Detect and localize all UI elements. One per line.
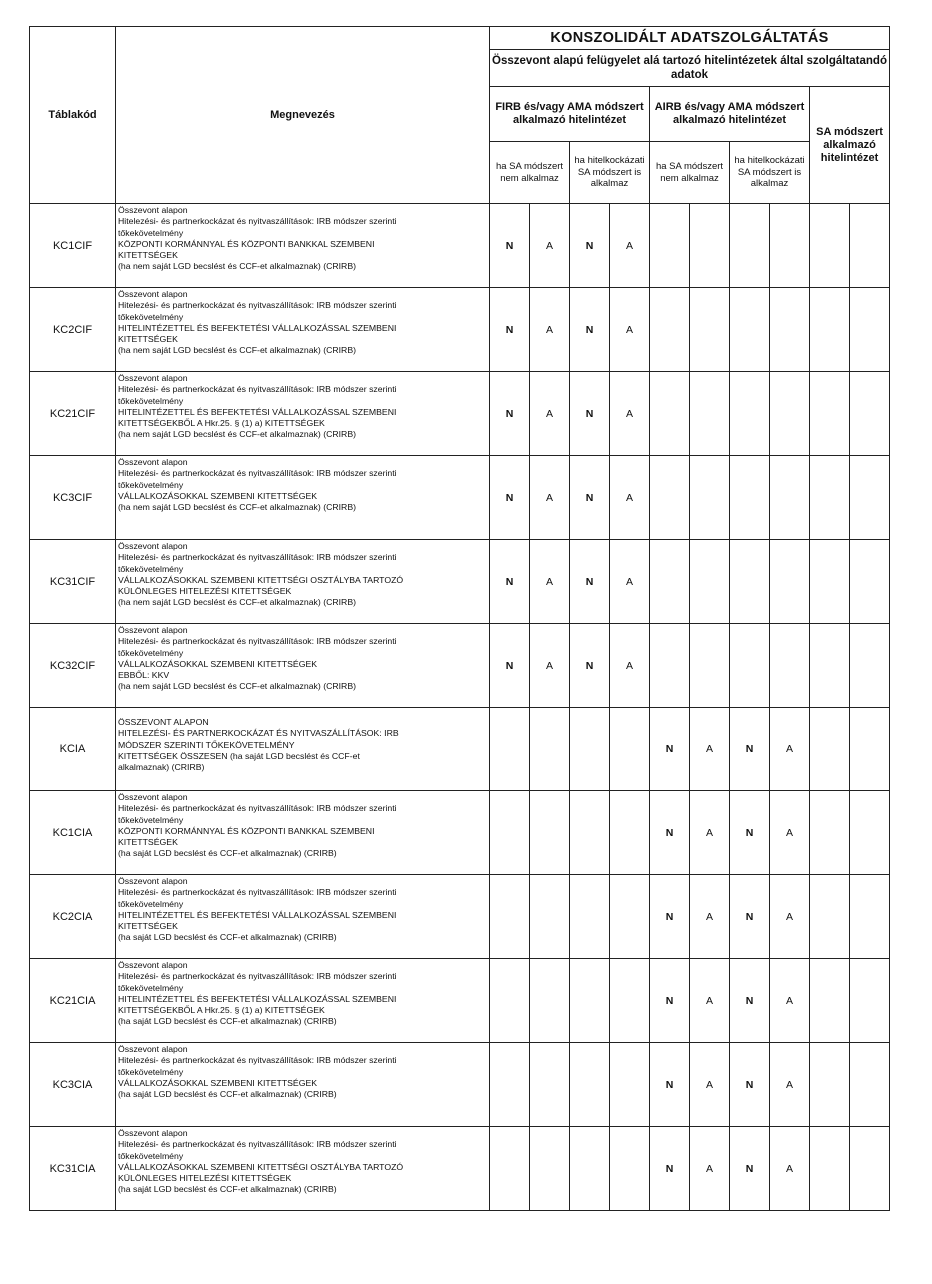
description-line: Hitelezési- és partnerkockázat és nyitvaszállítások: IRB módszer szerinti [118, 468, 397, 479]
row-description [116, 624, 490, 708]
firb-mark-cell [610, 791, 650, 875]
description-line: KITETTSÉGEK [118, 334, 178, 345]
airb-mark-cell [690, 372, 730, 456]
firb-mark-cell: N [490, 288, 530, 372]
firb-mark-cell [570, 875, 610, 959]
sa-mark-cell [810, 624, 850, 708]
row-description [116, 372, 490, 456]
row-code: KC31CIA [30, 1127, 116, 1211]
sa-mark-cell [810, 1043, 850, 1127]
airb-mark-cell: N [650, 1127, 690, 1211]
description-line: Hitelezési- és partnerkockázat és nyitvaszállítások: IRB módszer szerinti [118, 971, 397, 982]
description-line: tőkekövetelmény [118, 563, 184, 574]
row-description [116, 708, 490, 791]
firb-mark-cell: A [610, 204, 650, 288]
row-description [116, 540, 490, 624]
description-line: KITETTSÉGEK [118, 250, 178, 261]
table-row [30, 456, 890, 540]
table-row [30, 708, 890, 791]
sa-mark-cell [850, 624, 890, 708]
airb-mark-cell: N [730, 1043, 770, 1127]
description-line: (ha nem saját LGD becslést és CCF-et alkalmaznak) (CRIRB) [118, 345, 357, 356]
firb-mark-cell [570, 708, 610, 791]
description-line: tőkekövetelmény [118, 1066, 184, 1077]
sa-mark-cell [810, 875, 850, 959]
description-line: (ha nem saját LGD becslést és CCF-et alkalmaznak) (CRIRB) [118, 681, 357, 692]
firb-mark-cell [610, 875, 650, 959]
description-line: Hitelezési- és partnerkockázat és nyitvaszállítások: IRB módszer szerinti [118, 384, 397, 395]
firb-mark-cell: A [610, 288, 650, 372]
description-line: VÁLLALKOZÁSOKKAL SZEMBENI KITETTSÉGI OSZTÁLYBA TARTOZÓ [118, 1161, 404, 1172]
airb-mark-cell: A [770, 708, 810, 791]
header-name: Megnevezés [116, 27, 490, 204]
table-row [30, 624, 890, 708]
firb-mark-cell [490, 875, 530, 959]
header-firb-sa-not: ha SA módszert nem alkalmaz [490, 142, 570, 204]
header-consolidated: KONSZOLIDÁLT ADATSZOLGÁLTATÁS [490, 27, 890, 50]
firb-mark-cell [610, 1043, 650, 1127]
row-code: KCIA [30, 708, 116, 791]
description-line: Összevont alapon [118, 205, 188, 215]
description-line [118, 709, 487, 717]
firb-mark-cell: N [570, 624, 610, 708]
airb-mark-cell: A [690, 959, 730, 1043]
firb-mark-cell: A [610, 540, 650, 624]
description-line: Hitelezési- és partnerkockázat és nyitvaszállítások: IRB módszer szerinti [118, 636, 397, 647]
row-code: KC1CIF [30, 204, 116, 288]
description-line: (ha nem saját LGD becslést és CCF-et alkalmaznak) (CRIRB) [118, 597, 357, 608]
firb-mark-cell [570, 791, 610, 875]
header-sa-group: SA módszert alkalmazó hitelintézet [810, 87, 890, 204]
description-line: Összevont alapon [118, 541, 188, 551]
description-line: HITELINTÉZETTEL ÉS BEFEKTETÉSI VÁLLALKOZÁSSAL SZEMBENI [118, 909, 397, 920]
description-line: Összevont alapon [118, 960, 188, 970]
description-line: tőkekövetelmény [118, 227, 184, 238]
airb-mark-cell: N [650, 959, 690, 1043]
description-line: (ha saját LGD becslést és CCF-et alkalmaznak) (CRIRB) [118, 848, 337, 859]
row-code: KC2CIF [30, 288, 116, 372]
description-line: VÁLLALKOZÁSOKKAL SZEMBENI KITETTSÉGEK [118, 490, 318, 501]
firb-mark-cell [530, 959, 570, 1043]
description-line: tőkekövetelmény [118, 311, 184, 322]
description-line: (ha saját LGD becslést és CCF-et alkalmaznak) (CRIRB) [118, 1184, 337, 1195]
airb-mark-cell [690, 288, 730, 372]
description-line: KÜLÖNLEGES HITELEZÉSI KITETTSÉGEK [118, 1173, 292, 1184]
airb-mark-cell: A [770, 875, 810, 959]
firb-mark-cell [490, 1043, 530, 1127]
row-description [116, 204, 490, 288]
airb-mark-cell [770, 372, 810, 456]
airb-mark-cell: A [770, 1127, 810, 1211]
row-description [116, 1043, 490, 1127]
description-line: KÖZPONTI KORMÁNNYAL ÉS KÖZPONTI BANKKAL SZEMBENI [118, 825, 375, 836]
airb-mark-cell: A [770, 959, 810, 1043]
firb-mark-cell: N [490, 372, 530, 456]
description-line: Összevont alapon [118, 457, 188, 467]
table-row [30, 204, 890, 288]
description-line: tőkekövetelmény [118, 1150, 184, 1161]
sa-mark-cell [810, 791, 850, 875]
firb-mark-cell: A [610, 624, 650, 708]
header-airb-group: AIRB és/vagy AMA módszert alkalmazó hitelintézet [650, 87, 810, 142]
row-description [116, 875, 490, 959]
airb-mark-cell: A [770, 1043, 810, 1127]
description-line: Összevont alapon [118, 876, 188, 886]
description-line: Összevont alapon [118, 289, 188, 299]
airb-mark-cell [730, 204, 770, 288]
airb-mark-cell [770, 288, 810, 372]
airb-mark-cell [770, 624, 810, 708]
table-row [30, 875, 890, 959]
airb-mark-cell [730, 372, 770, 456]
description-line: tőkekövetelmény [118, 982, 184, 993]
airb-mark-cell: N [730, 959, 770, 1043]
table-row [30, 1043, 890, 1127]
description-line: Hitelezési- és partnerkockázat és nyitvaszállítások: IRB módszer szerinti [118, 887, 397, 898]
description-line: KITETTSÉGEKBŐL A Hkr.25. § (1) a) KITETTSÉGEK [118, 418, 325, 429]
header-subtitle: Összevont alapú felügyelet alá tartozó hitelintézetek által szolgáltatandó adatok [490, 50, 890, 87]
airb-mark-cell: N [650, 875, 690, 959]
description-line: alkalmaznak) (CRIRB) [118, 762, 205, 773]
description-line: KÖZPONTI KORMÁNNYAL ÉS KÖZPONTI BANKKAL SZEMBENI [118, 238, 375, 249]
row-code: KC3CIA [30, 1043, 116, 1127]
table-body [30, 204, 890, 1211]
description-line: tőkekövetelmény [118, 395, 184, 406]
airb-mark-cell [690, 540, 730, 624]
firb-mark-cell: A [530, 288, 570, 372]
sa-mark-cell [850, 791, 890, 875]
firb-mark-cell: A [610, 456, 650, 540]
sa-mark-cell [850, 875, 890, 959]
sa-mark-cell [850, 540, 890, 624]
sa-mark-cell [850, 204, 890, 288]
airb-mark-cell [650, 456, 690, 540]
airb-mark-cell [730, 624, 770, 708]
table-row [30, 791, 890, 875]
firb-mark-cell [490, 1127, 530, 1211]
description-line: tőkekövetelmény [118, 814, 184, 825]
description-line: HITELINTÉZETTEL ÉS BEFEKTETÉSI VÁLLALKOZÁSSAL SZEMBENI [118, 993, 397, 1004]
description-line: KÜLÖNLEGES HITELEZÉSI KITETTSÉGEK [118, 586, 292, 597]
sa-mark-cell [850, 959, 890, 1043]
description-line: (ha saját LGD becslést és CCF-et alkalmaznak) (CRIRB) [118, 1016, 337, 1027]
description-line: (ha nem saját LGD becslést és CCF-et alkalmaznak) (CRIRB) [118, 429, 357, 440]
description-line: Hitelezési- és partnerkockázat és nyitvaszállítások: IRB módszer szerinti [118, 300, 397, 311]
row-code: KC3CIF [30, 456, 116, 540]
firb-mark-cell [490, 791, 530, 875]
description-line: Összevont alapon [118, 373, 188, 383]
firb-mark-cell [490, 708, 530, 791]
description-line: KITETTSÉGEK ÖSSZESEN (ha saját LGD becslést és CCF-et [118, 750, 360, 761]
description-line: Hitelezési- és partnerkockázat és nyitvaszállítások: IRB módszer szerinti [118, 1055, 397, 1066]
sa-mark-cell [850, 288, 890, 372]
firb-mark-cell [530, 791, 570, 875]
row-description [116, 288, 490, 372]
row-code: KC21CIF [30, 372, 116, 456]
description-line: Összevont alapon [118, 625, 188, 635]
airb-mark-cell: N [730, 708, 770, 791]
airb-mark-cell [650, 204, 690, 288]
header-table-code: Táblakód [30, 27, 116, 204]
airb-mark-cell [650, 288, 690, 372]
airb-mark-cell: N [730, 875, 770, 959]
firb-mark-cell [610, 959, 650, 1043]
row-code: KC31CIF [30, 540, 116, 624]
row-description [116, 456, 490, 540]
description-line: tőkekövetelmény [118, 898, 184, 909]
row-code: KC2CIA [30, 875, 116, 959]
description-line: Hitelezési- és partnerkockázat és nyitvaszállítások: IRB módszer szerinti [118, 216, 397, 227]
description-line: MÓDSZER SZERINTI TŐKEKÖVETELMÉNY [118, 739, 295, 750]
sa-mark-cell [810, 456, 850, 540]
firb-mark-cell: A [530, 204, 570, 288]
firb-mark-cell: A [610, 372, 650, 456]
description-line: KITETTSÉGEKBŐL A Hkr.25. § (1) a) KITETTSÉGEK [118, 1005, 325, 1016]
description-line: KITETTSÉGEK [118, 921, 178, 932]
firb-mark-cell: N [570, 540, 610, 624]
description-line: Hitelezési- és partnerkockázat és nyitvaszállítások: IRB módszer szerinti [118, 1139, 397, 1150]
airb-mark-cell: N [730, 1127, 770, 1211]
sa-mark-cell [850, 708, 890, 791]
sa-mark-cell [810, 540, 850, 624]
airb-mark-cell: A [690, 708, 730, 791]
airb-mark-cell: N [650, 791, 690, 875]
firb-mark-cell: N [570, 456, 610, 540]
sa-mark-cell [850, 372, 890, 456]
firb-mark-cell: N [490, 456, 530, 540]
airb-mark-cell: A [690, 791, 730, 875]
firb-mark-cell [530, 1127, 570, 1211]
description-line: VÁLLALKOZÁSOKKAL SZEMBENI KITETTSÉGI OSZTÁLYBA TARTOZÓ [118, 574, 404, 585]
firb-mark-cell: A [530, 624, 570, 708]
airb-mark-cell [770, 456, 810, 540]
airb-mark-cell [650, 372, 690, 456]
firb-mark-cell: N [490, 624, 530, 708]
description-line: ÖSSZEVONT ALAPON [118, 717, 209, 727]
description-line: Hitelezési- és partnerkockázat és nyitvaszállítások: IRB módszer szerinti [118, 552, 397, 563]
header-firb-group: FIRB és/vagy AMA módszert alkalmazó hitelintézet [490, 87, 650, 142]
row-description [116, 959, 490, 1043]
airb-mark-cell [650, 540, 690, 624]
row-code: KC1CIA [30, 791, 116, 875]
firb-mark-cell [490, 959, 530, 1043]
airb-mark-cell: N [650, 1043, 690, 1127]
sa-mark-cell [850, 1043, 890, 1127]
firb-mark-cell: A [530, 456, 570, 540]
description-line: Összevont alapon [118, 792, 188, 802]
row-code: KC21CIA [30, 959, 116, 1043]
airb-mark-cell [690, 456, 730, 540]
airb-mark-cell: N [730, 791, 770, 875]
header-firb-sa-also: ha hitelkockázati SA módszert is alkalmaz [570, 142, 650, 204]
airb-mark-cell [730, 540, 770, 624]
description-line: (ha saját LGD becslést és CCF-et alkalmaznak) (CRIRB) [118, 932, 337, 943]
header-airb-sa-not: ha SA módszert nem alkalmaz [650, 142, 730, 204]
sa-mark-cell [810, 204, 850, 288]
table-row [30, 540, 890, 624]
airb-mark-cell: A [690, 875, 730, 959]
row-code: KC32CIF [30, 624, 116, 708]
table-row [30, 959, 890, 1043]
description-line: VÁLLALKOZÁSOKKAL SZEMBENI KITETTSÉGEK [118, 1077, 318, 1088]
table-row [30, 372, 890, 456]
airb-mark-cell: A [690, 1127, 730, 1211]
header-airb-sa-also: ha hitelkockázati SA módszert is alkalmaz [730, 142, 810, 204]
sa-mark-cell [850, 1127, 890, 1211]
description-line: Hitelezési- és partnerkockázat és nyitvaszállítások: IRB módszer szerinti [118, 803, 397, 814]
description-line: EBBŐL: KKV [118, 670, 170, 681]
firb-mark-cell [570, 1127, 610, 1211]
firb-mark-cell [530, 708, 570, 791]
description-line: KITETTSÉGEK [118, 837, 178, 848]
consolidated-reporting-table [29, 26, 890, 1211]
description-line: (ha nem saját LGD becslést és CCF-et alkalmaznak) (CRIRB) [118, 502, 357, 513]
firb-mark-cell: N [570, 204, 610, 288]
firb-mark-cell: N [490, 540, 530, 624]
firb-mark-cell: A [530, 540, 570, 624]
description-line: Összevont alapon [118, 1044, 188, 1054]
airb-mark-cell [770, 540, 810, 624]
description-line: Összevont alapon [118, 1128, 188, 1138]
airb-mark-cell [690, 204, 730, 288]
description-line: tőkekövetelmény [118, 647, 184, 658]
sa-mark-cell [810, 959, 850, 1043]
firb-mark-cell [610, 1127, 650, 1211]
description-line: (ha nem saját LGD becslést és CCF-et alkalmaznak) (CRIRB) [118, 261, 357, 272]
firb-mark-cell [570, 1043, 610, 1127]
firb-mark-cell [530, 875, 570, 959]
sa-mark-cell [810, 372, 850, 456]
firb-mark-cell: N [570, 372, 610, 456]
airb-mark-cell: A [770, 791, 810, 875]
firb-mark-cell [610, 708, 650, 791]
table-row [30, 1127, 890, 1211]
firb-mark-cell: A [530, 372, 570, 456]
airb-mark-cell [730, 456, 770, 540]
sa-mark-cell [850, 456, 890, 540]
description-line: HITELINTÉZETTEL ÉS BEFEKTETÉSI VÁLLALKOZÁSSAL SZEMBENI [118, 322, 397, 333]
sa-mark-cell [810, 288, 850, 372]
description-line: HITELINTÉZETTEL ÉS BEFEKTETÉSI VÁLLALKOZÁSSAL SZEMBENI [118, 406, 397, 417]
firb-mark-cell: N [490, 204, 530, 288]
sa-mark-cell [810, 708, 850, 791]
firb-mark-cell [530, 1043, 570, 1127]
airb-mark-cell [730, 288, 770, 372]
airb-mark-cell [650, 624, 690, 708]
airb-mark-cell [770, 204, 810, 288]
table-row [30, 288, 890, 372]
airb-mark-cell: N [650, 708, 690, 791]
description-line: tőkekövetelmény [118, 479, 184, 490]
airb-mark-cell: A [690, 1043, 730, 1127]
airb-mark-cell [690, 624, 730, 708]
row-description [116, 1127, 490, 1211]
description-line: VÁLLALKOZÁSOKKAL SZEMBENI KITETTSÉGEK [118, 658, 318, 669]
firb-mark-cell: N [570, 288, 610, 372]
firb-mark-cell [570, 959, 610, 1043]
sa-mark-cell [810, 1127, 850, 1211]
description-line: (ha saját LGD becslést és CCF-et alkalmaznak) (CRIRB) [118, 1089, 337, 1100]
row-description [116, 791, 490, 875]
description-line: HITELEZÉSI- ÉS PARTNERKOCKÁZAT ÉS NYITVASZÁLLÍTÁSOK: IRB [118, 728, 399, 739]
